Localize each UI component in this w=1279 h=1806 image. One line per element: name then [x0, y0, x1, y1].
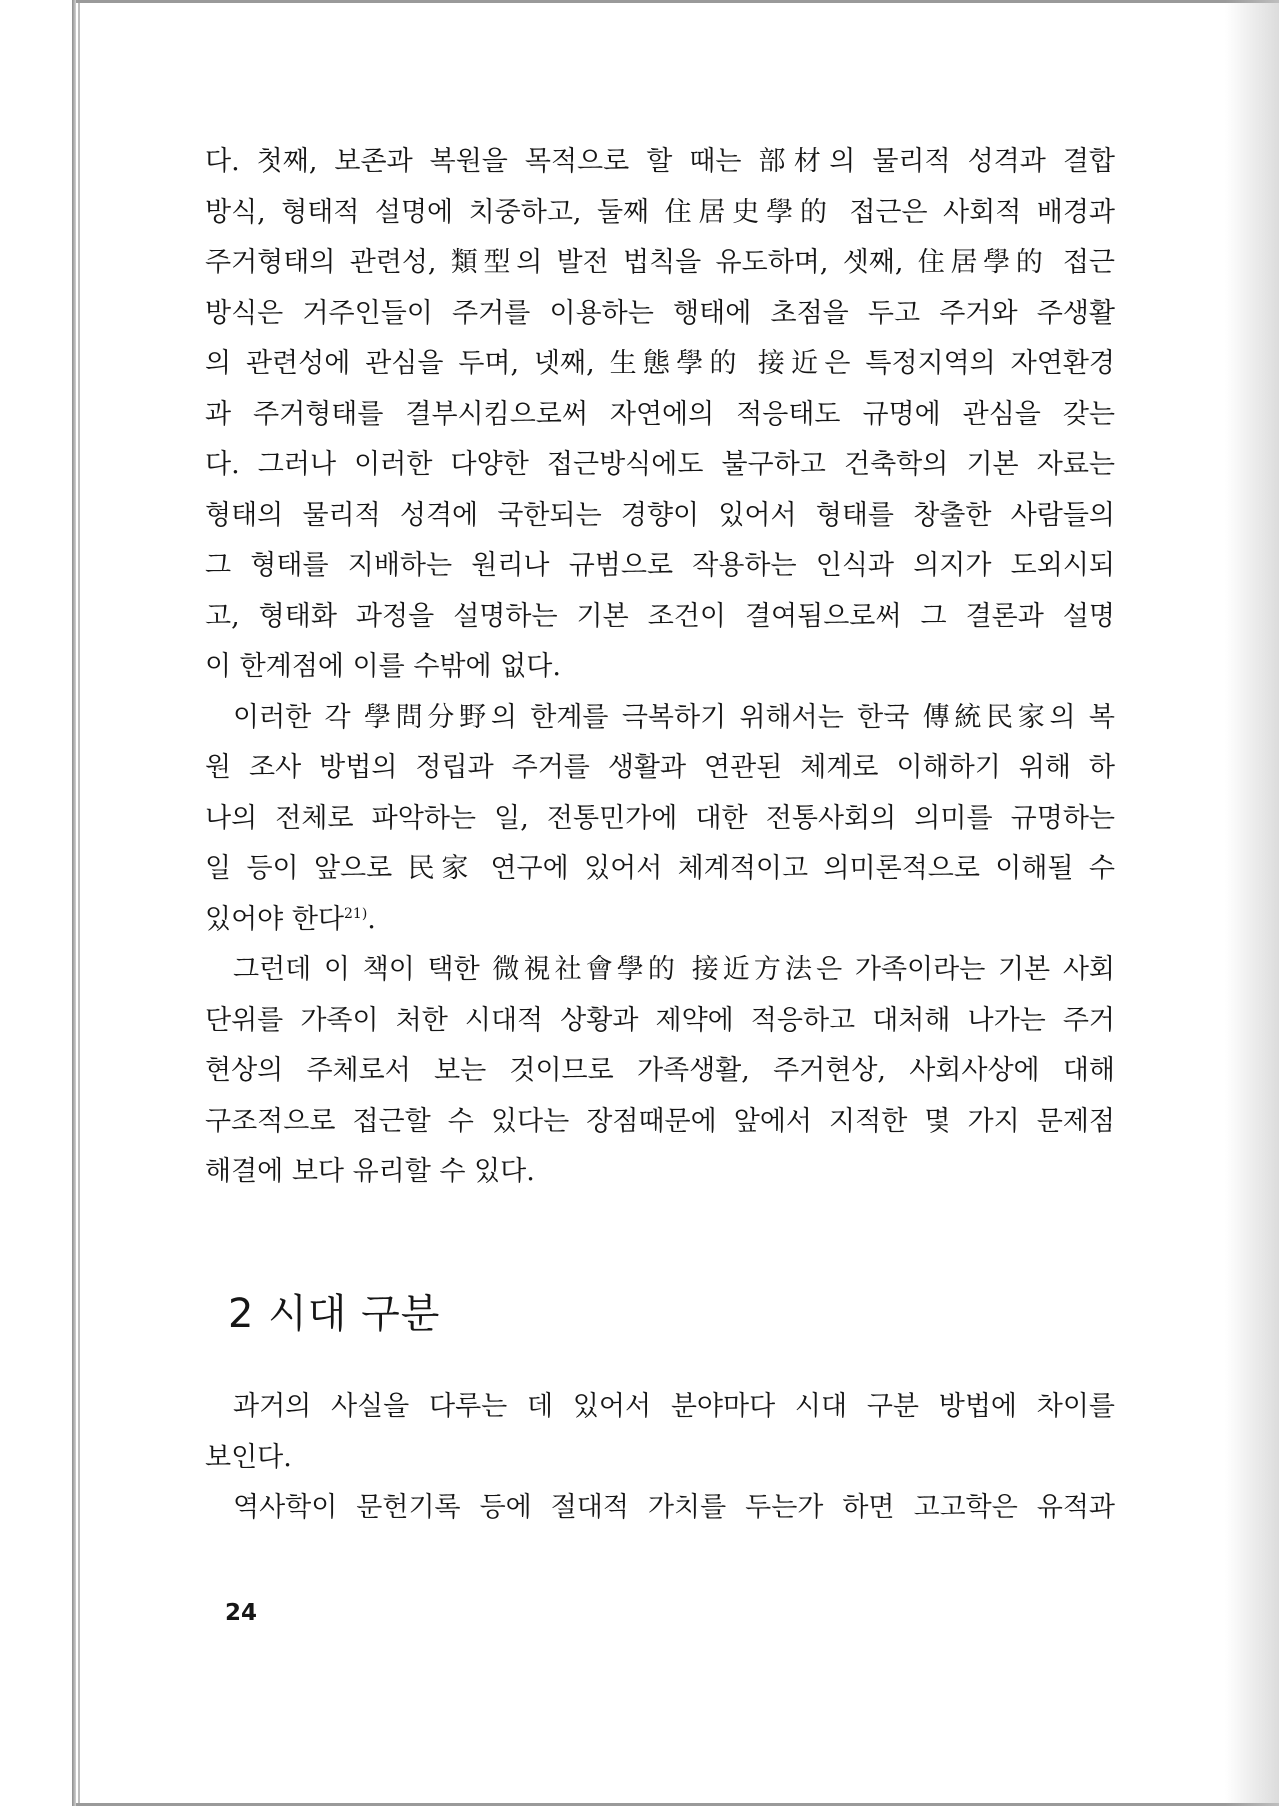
page-top-border	[76, 0, 1279, 3]
text-line: 과거의 사실을 다루는 데 있어서 분야마다 시대 구분 방법에 차이를	[233, 1391, 1115, 1422]
text-line: 나의 전체로 파악하는 일, 전통민가에 대한 전통사회의 의미를 규명하는	[205, 802, 1115, 834]
text-line: 보인다.	[205, 1441, 292, 1473]
sentence-period: .	[367, 903, 376, 935]
text-line: 역사학이 문헌기록 등에 절대적 가치를 두는가 하면 고고학은 유적과	[233, 1492, 1115, 1523]
text-line: 주거형태의 관련성, 類型의 발전 법칙을 유도하며, 셋째, 住居學的 접근	[205, 247, 1115, 278]
text-line: 방식, 형태적 설명에 치중하고, 둘째 住居史學的 접근은 사회적 배경과	[205, 196, 1115, 228]
book-spine-edge-inner	[78, 0, 80, 1806]
book-spine-edge	[72, 0, 76, 1806]
text-line: 그 형태를 지배하는 원리나 규범으로 작용하는 인식과 의지가 도외시되	[205, 550, 1115, 581]
text-line: 이러한 각 學問分野의 한계를 극복하기 위해서는 한국 傳統民家의 복	[233, 701, 1115, 733]
text-line: 다. 첫째, 보존과 복원을 목적으로 할 때는 部材의 물리적 성격과 결합	[205, 146, 1115, 177]
text-line: 구조적으로 접근할 수 있다는 장점때문에 앞에서 지적한 몇 가지 문제점	[205, 1105, 1115, 1137]
text-line: 단위를 가족이 처한 시대적 상황과 제약에 적응하고 대처해 나가는 주거	[205, 1004, 1115, 1036]
page-right-shadow	[1225, 0, 1279, 1806]
body-text	[205, 137, 1115, 1198]
text-line: 그런데 이 책이 택한 微視社會學的 接近方法은 가족이라는 기본 사회	[233, 954, 1115, 985]
text-line: 형태의 물리적 성격에 국한되는 경향이 있어서 형태를 창출한 사람들의	[205, 499, 1115, 531]
text-line: 원 조사 방법의 정립과 주거를 생활과 연관된 체계로 이해하기 위해 하	[205, 752, 1115, 783]
section-text	[205, 1382, 1115, 1534]
text-line: 해결에 보다 유리할 수 있다.	[205, 1156, 535, 1187]
text-line: 현상의 주체로서 보는 것이므로 가족생활, 주거현상, 사회사상에 대해	[205, 1055, 1115, 1086]
section-heading: 2 시대 구분	[228, 1291, 441, 1337]
footnote-reference: 21)	[344, 905, 368, 922]
text-line: 다. 그러나 이러한 다양한 접근방식에도 불구하고 건축학의 기본 자료는	[205, 449, 1115, 480]
text-line-with-footnote	[205, 895, 1115, 946]
text-line: 과 주거형태를 결부시킴으로써 자연에의 적응태도 규명에 관심을 갖는	[205, 398, 1115, 430]
text-line: 의 관련성에 관심을 두며, 넷째, 生態學的 接近은 특정지역의 자연환경	[205, 348, 1115, 379]
text-line: 방식은 거주인들이 주거를 이용하는 행태에 초점을 두고 주거와 주생활	[205, 297, 1115, 329]
text-line: 이 한계점에 이를 수밖에 없다.	[205, 651, 561, 682]
text-line: 일 등이 앞으로 民家 연구에 있어서 체계적이고 의미론적으로 이해될 수	[205, 853, 1115, 884]
text-line: 있어야 한다	[205, 903, 344, 935]
text-line: 고, 형태화 과정을 설명하는 기본 조건이 결여됨으로써 그 결론과 설명	[205, 600, 1115, 632]
page-number: 24	[225, 1600, 258, 1626]
